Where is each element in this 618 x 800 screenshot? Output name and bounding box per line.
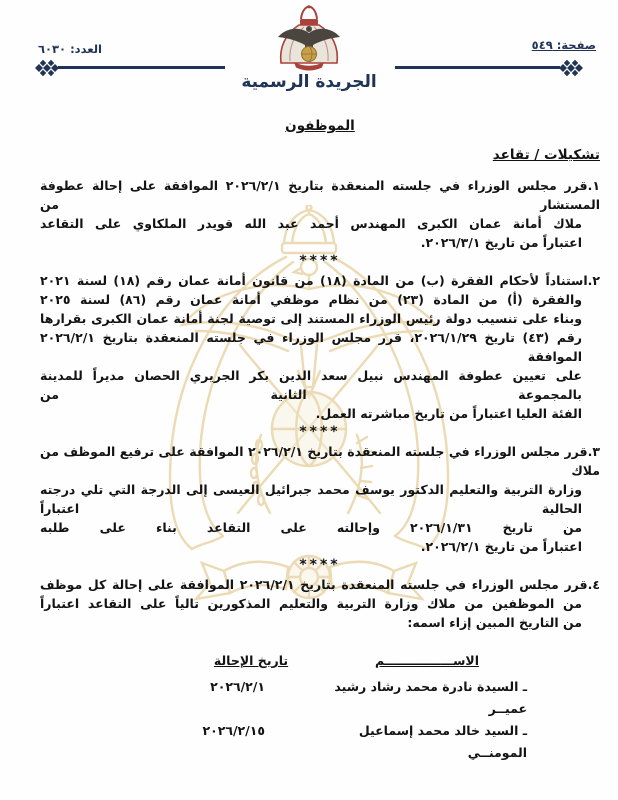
paragraph-line: وبناء على تنسيب دولة رئيس الوزراء المستند إلى توصية لجنة أمانة عمان الكبرى بقرارها [40, 311, 582, 326]
paragraph-line: اعتباراً من تاريخ ٢٠٢٦/٢/١. [420, 539, 582, 554]
paragraph-line: من التاريخ المبين إزاء اسمه: [407, 615, 582, 630]
header-rule-left [58, 66, 225, 69]
asterisk-separator: **** [299, 557, 341, 573]
section-subtitle: تشكيلات / تقاعد [492, 147, 600, 163]
page-header [0, 0, 618, 102]
decision-paragraph-1 [40, 176, 600, 252]
paragraph-line: على تعيين عطوفة المهندس نبيل سعد الدين بكر الجريري الحصان مديراً للمدينة بالمجموعة الثانية من [40, 368, 582, 402]
table-header-row [175, 652, 527, 669]
page-content [0, 118, 618, 764]
paragraph-line: ١.قرر مجلس الوزراء في جلسته المنعقدة بتاريخ ٢٠٢٦/٢/١ الموافقة على إحالة عطوفة المستشار من [40, 178, 600, 212]
paragraph-line: ٢.استناداً لأحكام الفقرة (ب) من المادة (١٨) من قانون أمانة عمان رقم (١٨) لسنة ٢٠٢١ [40, 273, 601, 288]
asterisk-separator: **** [299, 424, 341, 440]
gazette-title: الجريدة الرسمية [241, 72, 377, 92]
referral-date: ٢٠٢٦/٢/١٥ [202, 723, 265, 738]
retirement-table [175, 652, 527, 764]
date-header-label: تاريخ الإحالة [213, 653, 289, 668]
decision-paragraph-2 [40, 271, 600, 423]
referral-date: ٢٠٢٦/٢/١ [210, 679, 265, 694]
paragraph-line: من تاريخ ٢٠٢٦/١/٣١ وإحالته على التقاعد بناء على طلبه [40, 520, 582, 535]
asterisk-separator: **** [299, 253, 341, 269]
section-title: الموظفون [285, 118, 355, 134]
name-column-header [327, 652, 527, 669]
page-number: صفحة: ٥٤٩ [531, 38, 596, 52]
paragraph-line: والفقرة (أ) من المادة (٢٣) من نظام موظفي أمانة عمان رقم (٨٦) لسنة ٢٠٢٥ [40, 292, 582, 307]
decision-paragraph-4 [40, 575, 600, 632]
name-header-label: الاســــــــــــــــم [374, 653, 480, 668]
paragraph-line: ملاك أمانة عمان الكبرى المهندس أحمد عبد الله قويدر الملكاوي على التقاعد [40, 216, 582, 231]
table-row [175, 720, 527, 764]
date-column-header [175, 652, 327, 669]
issue-number: العدد: ٦٠٣٠ [38, 42, 102, 56]
paragraph-line: من الموظفين من ملاك وزارة التربية والتعليم المذكورين تالياً على التقاعد اعتباراً [40, 596, 582, 611]
paragraph-line: اعتباراً من تاريخ ٢٠٢٦/٣/١. [420, 235, 582, 250]
employee-name: ـ السيدة نادرة محمد رشاد رشيد عميــر [334, 679, 527, 716]
table-row [175, 676, 527, 720]
employee-name: ـ السيد خالد محمد إسماعيل المومنــي [358, 723, 527, 760]
decisions-list [40, 176, 600, 632]
paragraph-line: رقم (٤٣) تاريخ ٢٠٢٦/١/٢٩، قرر مجلس الوزراء في جلسته المنعقدة بتاريخ ٢٠٢٦/٢/١ الموافقة [40, 330, 583, 364]
jordan-coat-of-arms-icon [268, 5, 350, 71]
decision-paragraph-3 [40, 442, 600, 556]
header-rule-right [395, 66, 560, 69]
paragraph-line: وزارة التربية والتعليم الدكتور يوسف محمد جبرائيل العيسى إلى الدرجة التي تلي درجته الحالية اعتباراً [40, 482, 582, 516]
paragraph-line: ٣.قرر مجلس الوزراء في جلسته المنعقدة بتاريخ ٢٠٢٦/٢/١ الموافقة على ترفيع الموظف من ملاك [40, 444, 600, 478]
paragraph-line: الفئة العليا اعتباراً من تاريخ مباشرته العمل. [315, 406, 582, 421]
paragraph-line: ٤.قرر مجلس الوزراء في جلسته المنعقدة بتاريخ ٢٠٢٦/٢/١ الموافقة على إحالة كل موظف [40, 577, 600, 592]
